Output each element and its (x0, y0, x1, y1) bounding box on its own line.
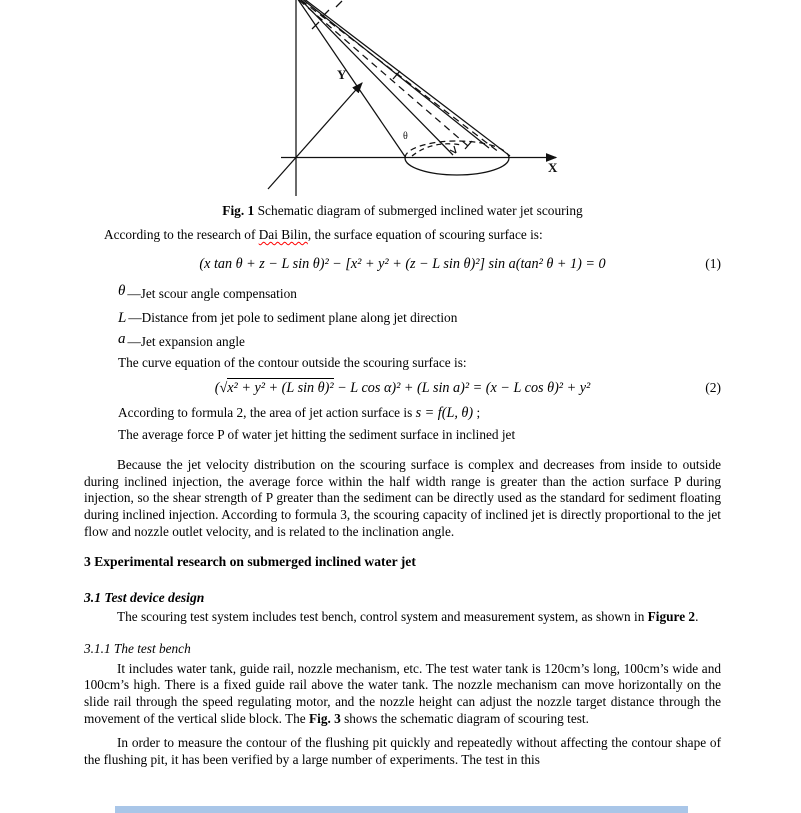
equation-2-prefix: ( (214, 379, 220, 396)
paragraph-because: Because the jet velocity distribution on the scouring surface is complex and decreases from inside to outside during inclined injection, the average force within the half width range is greater than the action surface P during injection, so the shear strength of P greater than the sediment can be directly used as the standard for sediment floating during inclined injection. According to formula 3, the scouring capacity of inclined jet is directly proportional to the jet flow and nozzle outlet velocity, and is related to the inclination angle. (84, 457, 721, 539)
scour-pit-front-arc (405, 158, 509, 175)
definition-theta-dash: — (127, 286, 141, 301)
figure-caption (84, 202, 721, 220)
definition-a-dash: — (127, 334, 141, 349)
jet-centerline-dashed-2 (301, 0, 500, 153)
symbol-definitions (84, 282, 721, 354)
figure-2-reference: Figure 2 (647, 609, 696, 625)
equation-1-body: (x tan θ + z − L sin θ)² − [x² + y² + (z − L sin θ)²] sin a(tan² θ + 1) = 0 (199, 255, 606, 272)
y-axis-line (268, 83, 362, 189)
figure-caption-text: Schematic diagram of submerged inclined water jet scouring (254, 203, 583, 218)
definition-L-text: Distance from jet pole to sediment plane along jet direction (141, 310, 458, 325)
bottom-selection-strip (115, 806, 688, 813)
definition-L-dash: — (128, 310, 142, 325)
average-force-line: The average force P of water jet hitting the sediment surface in inclined jet (118, 427, 516, 442)
intro-paragraph (84, 226, 721, 243)
equation-2 (84, 373, 721, 403)
equation-1-number: (1) (705, 256, 721, 271)
scouring-after: . (695, 609, 699, 625)
x-axis-label: X (548, 160, 558, 175)
y-axis-label: Y (337, 67, 347, 82)
formula-2-before: According to formula 2, the area of jet action surface is (118, 405, 416, 420)
jet-right-line (301, 0, 489, 148)
tick-mark (336, 1, 342, 7)
bench-before: It includes water tank, guide rail, nozzle mechanism, etc. The test water tank is 120cm’s long, 100cm’s wide and 100cm’s high. There is a fixed guide rail above the water tank. The nozzle mechanism can move horizontally on the slide rail through the speed regulating motor, and the nozzle height can adjust the nozzle target distance through the movement of the vertical slide block. The (84, 660, 721, 726)
definition-a-text: Jet expansion angle (140, 334, 245, 349)
section-3-1-heading: 3.1 Test device design (84, 590, 205, 606)
formula-2-area-line (84, 403, 721, 423)
bench-after: shows the schematic diagram of scouring test. (340, 710, 589, 726)
definition-theta-text: Jet scour angle compensation (140, 286, 297, 301)
figure-1-diagram (0, 0, 801, 200)
scouring-before: The scouring test system includes test bench, control system and measurement system, as shown in (117, 609, 648, 625)
paragraph-measure-contour: In order to measure the contour of the flushing pit quickly and repeatedly without affecting the contour shape of the flushing pit, it has been verified by a large number of experiments. The test in this (84, 735, 721, 767)
equation-2-body (118, 380, 687, 397)
spellchecked-name: Dai Bilin (258, 227, 308, 242)
section-3-heading: 3 Experimental research on submerged inclined water jet (84, 554, 416, 570)
figure-caption-label: Fig. 1 (222, 203, 255, 218)
definition-a (84, 330, 721, 354)
intro-after: , the surface equation of scouring surface is: (307, 227, 543, 242)
document-content (84, 202, 721, 768)
figure-3-reference: Fig. 3 (309, 710, 341, 726)
definition-theta (84, 282, 721, 306)
formula-2-math: s = f(L, θ) (415, 405, 474, 421)
definition-theta-symbol: θ (118, 283, 126, 299)
equation-2-number: (2) (705, 380, 721, 395)
definition-a-symbol: a (118, 331, 126, 347)
theta-label: θ (403, 131, 408, 142)
definition-L-symbol: L (118, 310, 127, 326)
formula-2-after: ; (473, 405, 481, 420)
paragraph-test-bench (84, 661, 721, 727)
intro-before: According to the research of (104, 227, 259, 242)
equation-2-suffix: − L cos α)² + (L sin a)² = (x − L cos θ)² + y² (333, 379, 591, 396)
curve-equation-line: The curve equation of the contour outside the scouring surface is: (118, 355, 467, 370)
equation-1 (84, 249, 721, 279)
paragraph-scouring-system (84, 609, 721, 626)
jet-left-line (299, 0, 453, 155)
equation-2-radicand: x² + y² + (L sin θ)² (227, 379, 334, 396)
definition-L (84, 306, 721, 330)
section-3-1-1-heading: 3.1.1 The test bench (84, 640, 191, 656)
radical-sign: √ (219, 379, 228, 396)
